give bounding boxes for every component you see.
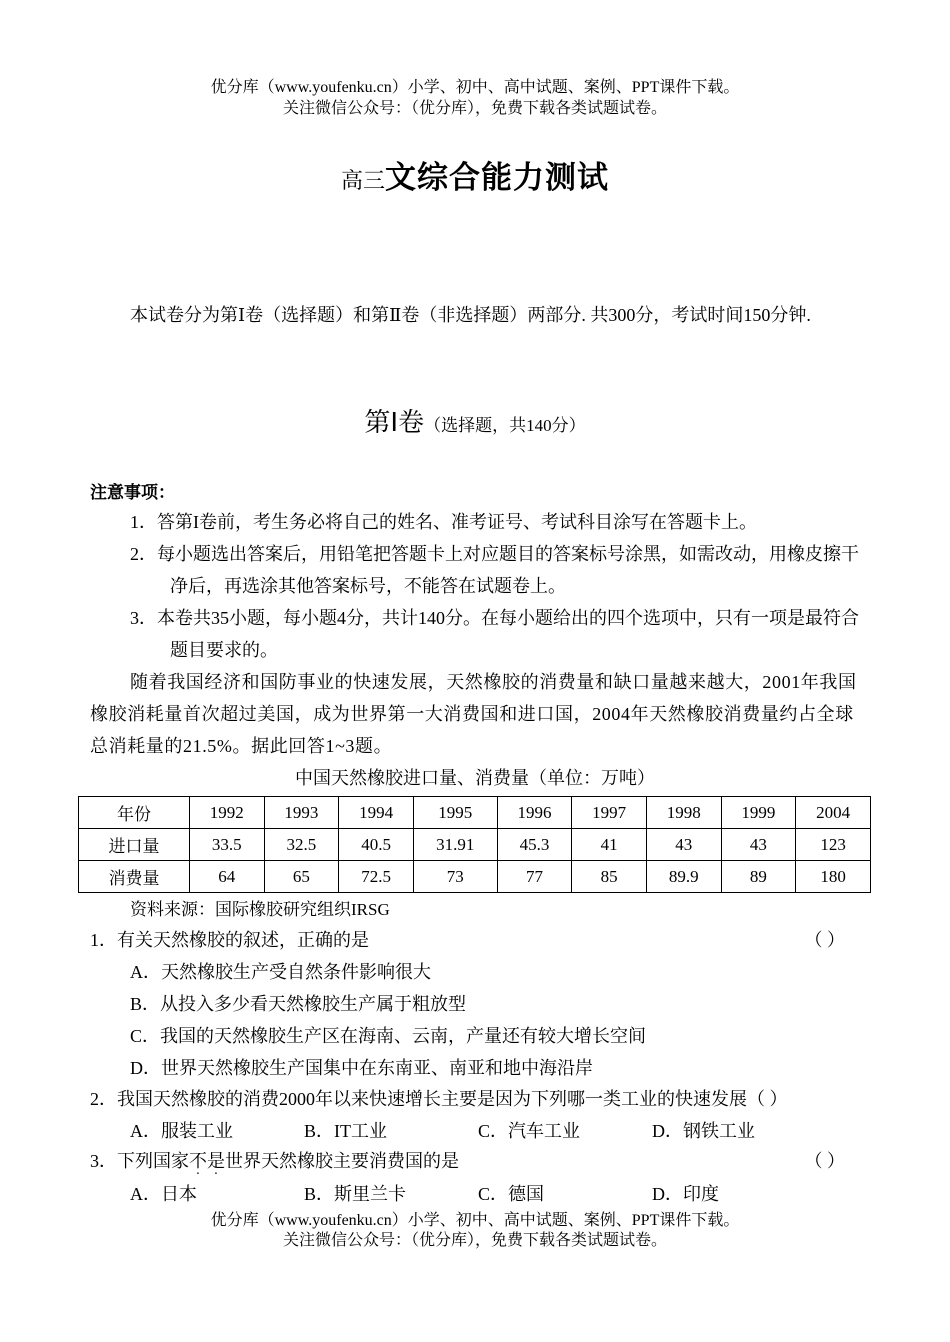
table-cell: 进口量 (79, 829, 190, 861)
table-row (79, 797, 871, 829)
table-cell: 33.5 (189, 829, 264, 861)
intro-paragraph: 本试卷分为第Ⅰ卷（选择题）和第Ⅱ卷（非选择题）两部分. 共300分，考试时间150分钟. (130, 305, 811, 325)
table-cell: 77 (497, 861, 572, 893)
question-stem: 2．我国天然橡胶的消费2000年以来快速增长主要是因为下列哪一类工业的快速发展（ ） (90, 1089, 788, 1109)
answer-paren: （ ） (804, 930, 845, 950)
table-cell: 40.5 (339, 829, 414, 861)
table-cell: 年份 (79, 797, 190, 829)
table-cell: 1996 (497, 797, 572, 829)
table-cell: 43 (646, 829, 721, 861)
data-table (78, 796, 871, 893)
question-3 (90, 1146, 865, 1176)
table-cell: 1994 (339, 797, 414, 829)
table-cell: 消费量 (79, 861, 190, 893)
emphasis-char: 是 (207, 1151, 225, 1171)
question-stem-post: 世界天然橡胶主要消费国的是 (225, 1151, 459, 1171)
option-a: A．日本 (130, 1184, 197, 1204)
question-stem-pre: 3．下列国家 (90, 1151, 189, 1171)
table-cell: 2004 (796, 797, 871, 829)
option-a: A．天然橡胶生产受自然条件影响很大 (130, 962, 431, 982)
table-cell: 64 (189, 861, 264, 893)
table-cell: 41 (572, 829, 647, 861)
option-a: A．服装工业 (130, 1121, 233, 1141)
table-cell: 72.5 (339, 861, 414, 893)
table-cell: 73 (413, 861, 497, 893)
emphasis-char: 不 (189, 1151, 207, 1171)
table-cell: 65 (264, 861, 339, 893)
title-main: 文综合能力测试 (385, 160, 609, 195)
table-cell: 31.91 (413, 829, 497, 861)
title-prefix: 高三 (340, 168, 385, 193)
table-cell: 180 (796, 861, 871, 893)
table-cell: 89.9 (646, 861, 721, 893)
table-cell: 1997 (572, 797, 647, 829)
question-1 (90, 925, 865, 955)
option-d: D．世界天然橡胶生产国集中在东南亚、南亚和地中海沿岸 (130, 1058, 593, 1078)
option-d: D．印度 (652, 1184, 719, 1204)
option-d: D．钢铁工业 (652, 1121, 755, 1141)
table-cell: 1993 (264, 797, 339, 829)
table-cell: 45.3 (497, 829, 572, 861)
table-cell: 123 (796, 829, 871, 861)
option-c: C．我国的天然橡胶生产区在海南、云南，产量还有较大增长空间 (130, 1026, 647, 1046)
notice-item: 2．每小题选出答案后，用铅笔把答题卡上对应题目的答案标号涂黑，如需改动，用橡皮擦干净后，再选涂其他答案标号，不能答在试题卷上。 (130, 544, 859, 596)
footer-line-2: 关注微信公众号：（优分库），免费下载各类试题试卷。 (282, 1232, 667, 1249)
option-c: C．汽车工业 (478, 1121, 581, 1141)
table-cell: 43 (721, 829, 796, 861)
table-cell: 85 (572, 861, 647, 893)
question-stem: 1．有关天然橡胶的叙述，正确的是 (90, 930, 369, 950)
volume-heading (0, 402, 950, 439)
volume-note: （选择题，共140分） (424, 416, 586, 435)
page-title (0, 152, 950, 197)
reading-passage: 随着我国经济和国防事业的快速发展，天然橡胶的消费量和缺口量越来越大，2001年我国橡胶消耗量首次超过美国，成为世界第一大消费国和进口国，2004年天然橡胶消费量约占全球总消耗量的21.5%。据此回答1~3题。 (90, 672, 857, 756)
table-cell: 89 (721, 861, 796, 893)
footer-line-1: 优分库（www.youfenku.cn）小学、初中、高中试题、案例、PPT课件下载。 (210, 1212, 740, 1229)
table-cell: 1992 (189, 797, 264, 829)
notice-item: 3．本卷共35小题，每小题4分，共计140分。在每小题给出的四个选项中，只有一项是最符合题目要求的。 (130, 608, 859, 660)
notice-heading: 注意事项： (90, 483, 175, 502)
option-b: B．从投入多少看天然橡胶生产属于粗放型 (130, 994, 467, 1014)
option-c: C．德国 (478, 1184, 545, 1204)
header-line-2: 关注微信公众号：（优分库），免费下载各类试题试卷。 (282, 100, 667, 117)
table-cell: 1999 (721, 797, 796, 829)
option-b: B．斯里兰卡 (304, 1184, 407, 1204)
table-row (79, 829, 871, 861)
table-caption: 中国天然橡胶进口量、消费量（单位：万吨） (295, 768, 655, 788)
options-row (130, 1116, 826, 1146)
options-row (130, 1179, 826, 1209)
table-source: 资料来源：国际橡胶研究组织IRSG (130, 900, 390, 919)
header-line-1: 优分库（www.youfenku.cn）小学、初中、高中试题、案例、PPT课件下载。 (210, 79, 740, 96)
table-cell: 1998 (646, 797, 721, 829)
table-cell: 1995 (413, 797, 497, 829)
answer-paren: （ ） (804, 1151, 845, 1171)
table-row (79, 861, 871, 893)
question-2 (90, 1084, 865, 1114)
notice-item: 1．答第I卷前，考生务必将自己的姓名、准考证号、考试科目涂写在答题卡上。 (130, 512, 757, 532)
volume-label: 第Ⅰ卷 (364, 407, 425, 437)
table-cell: 32.5 (264, 829, 339, 861)
option-b: B．IT工业 (304, 1121, 387, 1141)
